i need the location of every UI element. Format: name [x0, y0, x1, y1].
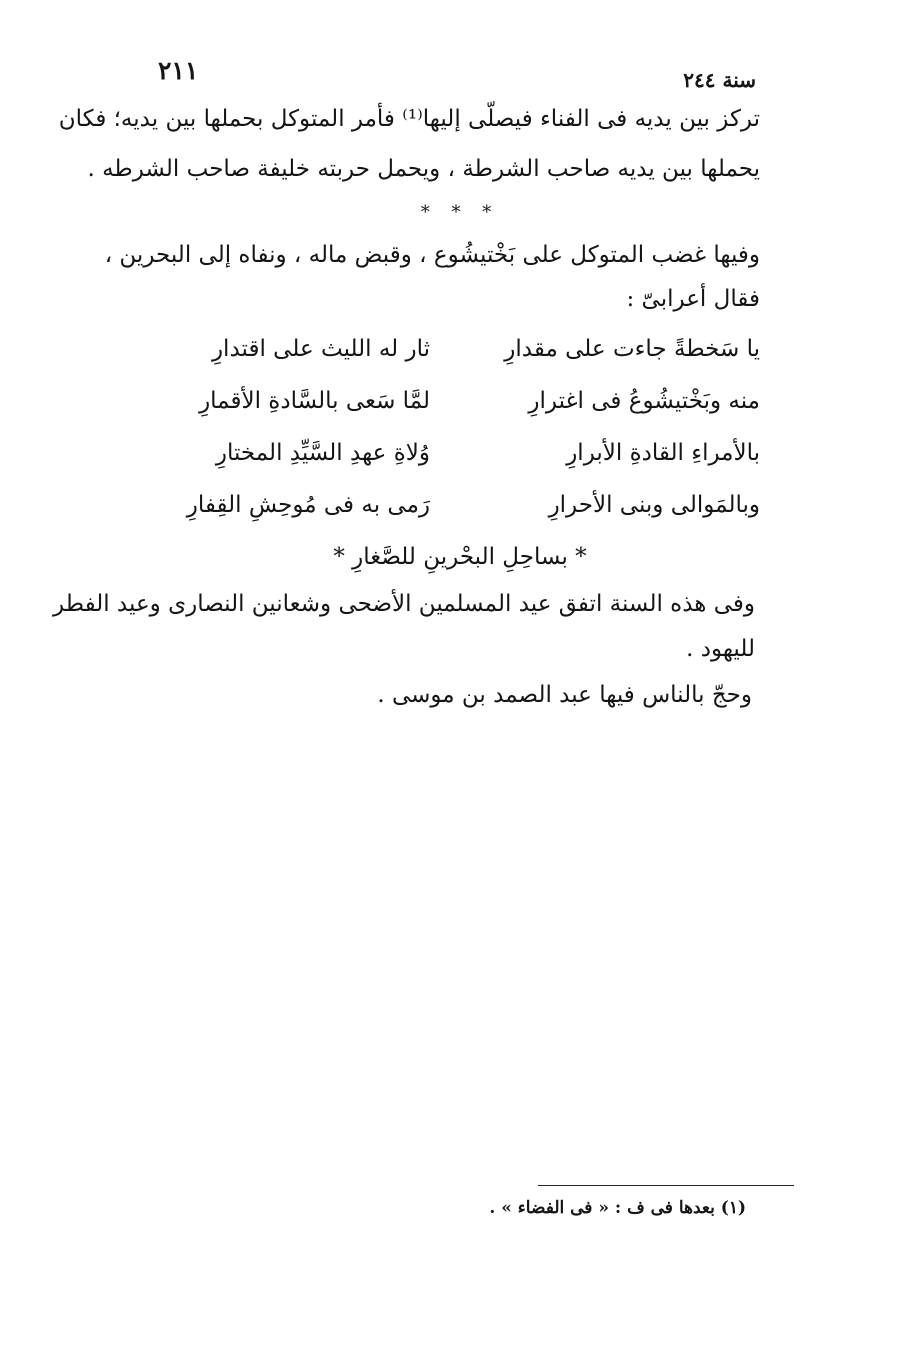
page-number: ٢١١: [158, 56, 199, 85]
paragraph-3-line-1: وفى هذه السنة اتفق عيد المسلمين الأضحى وشعانين النصارى وعيد الفطر: [53, 591, 755, 617]
verse-second-hemistich: رَمى به فى مُوحِشِ القِفارِ: [186, 492, 430, 518]
paragraph-1-line-2: يحملها بين يديه صاحب الشرطة ، ويحمل حربته خليفة صاحب الشرطه .: [87, 156, 760, 182]
paragraph-2-line-2: فقال أعرابىّ :: [626, 286, 760, 312]
verse-first-hemistich: يا سَخطةً جاءت على مقدارِ: [504, 336, 760, 362]
poem-final-verse: * بساحِلِ البحْرينِ للصَّغارِ *: [333, 544, 587, 570]
section-separator: * * *: [420, 202, 500, 223]
paragraph-4: وحجّ بالناس فيها عبد الصمد بن موسى .: [377, 682, 752, 708]
verse-first-hemistich: بالأمراءِ القادةِ الأبرارِ: [566, 440, 760, 466]
paragraph-3-line-2: لليهود .: [686, 636, 755, 662]
footnote-rule: [538, 1185, 794, 1186]
verse-first-hemistich: منه وبَخْتيشُوعُ فى اغترارِ: [528, 388, 760, 414]
verse-first-hemistich: وبالمَوالى وبنى الأحرارِ: [548, 492, 760, 518]
paragraph-1-line-1: تركز بين يديه فى الفناء فيصلّى إليها⁽¹⁾ فأمر المتوكل بحملها بين يديه؛ فكان: [58, 106, 760, 132]
verse-second-hemistich: ثار له الليث على اقتدارِ: [211, 336, 430, 362]
running-head: سنة ٢٤٤: [683, 68, 756, 92]
footnote: (١) بعدها فى ف : « فى الفضاء » .: [489, 1198, 746, 1218]
verse-second-hemistich: وُلاةِ عهدِ السَّيِّدِ المختارِ: [215, 440, 430, 466]
verse-second-hemistich: لمَّا سَعى بالسَّادةِ الأقمارِ: [199, 388, 430, 414]
paragraph-2-line-1: وفيها غضب المتوكل على بَخْتيشُوع ، وقبض ماله ، ونفاه إلى البحرين ،: [104, 242, 760, 268]
